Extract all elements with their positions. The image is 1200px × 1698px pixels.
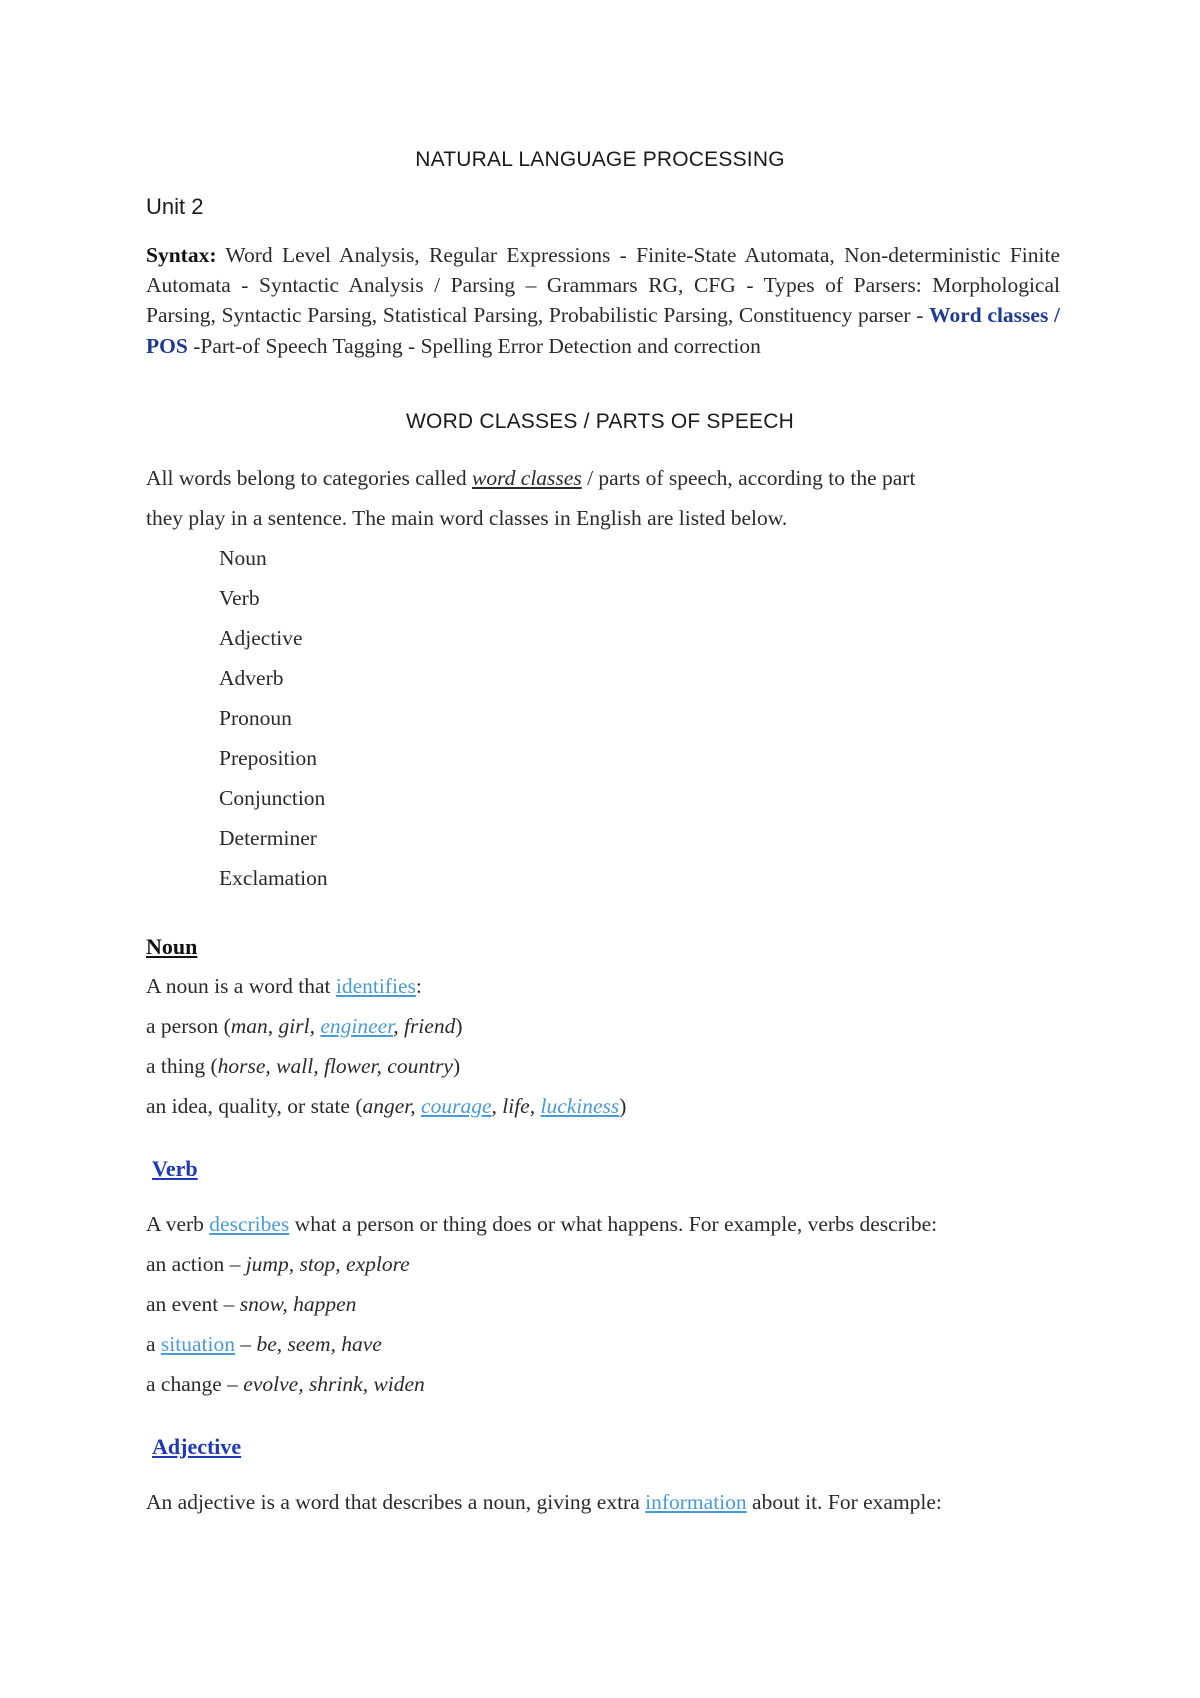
verb-action-examples: jump, stop, explore bbox=[245, 1252, 410, 1276]
noun-thing-examples: horse, wall, flower, country bbox=[217, 1054, 453, 1078]
verb-situation-examples: be, seem, have bbox=[256, 1332, 382, 1356]
intro-term: word classes bbox=[472, 466, 582, 490]
intro-text-2: / parts of speech, according to the part bbox=[581, 466, 916, 490]
adjective-intro bbox=[146, 1490, 942, 1515]
noun-person-examples-end: , friend bbox=[393, 1014, 456, 1038]
verb-intro-text: A verb bbox=[146, 1212, 210, 1236]
document-title: NATURAL LANGUAGE PROCESSING bbox=[415, 148, 785, 171]
intro-text-1: All words belong to categories called bbox=[146, 466, 472, 490]
noun-idea-text: an idea, quality, or state ( bbox=[146, 1094, 363, 1118]
noun-heading: Noun bbox=[146, 934, 198, 959]
noun-intro bbox=[146, 974, 422, 999]
courage-link[interactable]: courage bbox=[421, 1094, 492, 1118]
syllabus-highlight: Word classes / POS bbox=[146, 303, 1060, 358]
noun-person-close: ) bbox=[455, 1014, 463, 1038]
noun-intro-text: A noun is a word that bbox=[146, 974, 336, 998]
verb-change-examples: evolve, shrink, widen bbox=[243, 1372, 425, 1396]
engineer-link[interactable]: engineer bbox=[320, 1014, 394, 1038]
word-class-item: Verb bbox=[219, 586, 260, 610]
verb-change-line bbox=[146, 1372, 425, 1397]
noun-idea-examples: anger, bbox=[362, 1094, 422, 1118]
identifies-link[interactable]: identifies bbox=[335, 974, 416, 998]
luckiness-link[interactable]: luckiness bbox=[540, 1094, 620, 1118]
noun-thing-line bbox=[146, 1054, 460, 1079]
verb-intro-text-end: what a person or thing does or what happens. For example, verbs describe: bbox=[289, 1212, 938, 1236]
word-class-item: Pronoun bbox=[219, 706, 292, 730]
verb-event-text: an event – bbox=[146, 1292, 240, 1316]
syllabus-label: Syntax: bbox=[146, 243, 217, 267]
noun-person-text: a person ( bbox=[146, 1014, 231, 1038]
word-class-item: Preposition bbox=[219, 746, 317, 770]
noun-idea-line bbox=[146, 1094, 626, 1119]
noun-idea-close: ) bbox=[619, 1094, 627, 1118]
noun-idea-examples-mid: , life, bbox=[491, 1094, 541, 1118]
word-class-item: Determiner bbox=[219, 826, 317, 850]
noun-thing-text: a thing ( bbox=[146, 1054, 218, 1078]
noun-person-line bbox=[146, 1014, 463, 1039]
word-class-item: Noun bbox=[219, 546, 267, 570]
syllabus-paragraph bbox=[146, 240, 1060, 361]
verb-event-line bbox=[146, 1292, 356, 1317]
verb-heading[interactable]: Verb bbox=[152, 1156, 198, 1181]
verb-situation-line bbox=[146, 1332, 382, 1357]
describes-link[interactable]: describes bbox=[209, 1212, 290, 1236]
verb-intro bbox=[146, 1212, 937, 1237]
adjective-heading[interactable]: Adjective bbox=[152, 1434, 242, 1459]
verb-event-examples: snow, happen bbox=[239, 1292, 357, 1316]
section-title: WORD CLASSES / PARTS OF SPEECH bbox=[406, 410, 794, 433]
verb-action-text: an action – bbox=[146, 1252, 246, 1276]
verb-change-text: a change – bbox=[146, 1372, 244, 1396]
situation-link[interactable]: situation bbox=[160, 1332, 235, 1356]
syllabus-text-after: -Part-of Speech Tagging - Spelling Error Detection and correction bbox=[187, 333, 761, 358]
word-class-item: Adverb bbox=[219, 666, 284, 690]
verb-situation-text: a bbox=[146, 1332, 161, 1356]
noun-thing-close: ) bbox=[452, 1054, 461, 1078]
noun-person-examples: man, girl, bbox=[230, 1014, 321, 1038]
section-intro-line1 bbox=[146, 466, 915, 491]
word-class-item: Adjective bbox=[219, 626, 303, 650]
adjective-intro-text-end: about it. For example: bbox=[746, 1490, 942, 1514]
section-intro-line2: they play in a sentence. The main word classes in English are listed below. bbox=[146, 506, 788, 530]
word-class-item: Conjunction bbox=[219, 786, 326, 810]
adjective-intro-text: An adjective is a word that describes a noun, giving extra bbox=[146, 1490, 646, 1514]
syllabus-text-before: Word Level Analysis, Regular Expressions - Finite-State Automata, Non-deterministic Finite Automata - Syntactic Analysis / Parsing – Grammars RG, CFG - Types of Parsers: Morphological Parsing, Syntactic Parsing, Statistical Parsing, Probabilistic Parsing, Constituency parser - bbox=[146, 243, 1060, 328]
unit-label: Unit 2 bbox=[146, 194, 204, 219]
noun-intro-colon: : bbox=[415, 974, 422, 998]
information-link[interactable]: information bbox=[645, 1490, 747, 1514]
verb-action-line bbox=[146, 1252, 410, 1277]
verb-situation-dash: – bbox=[234, 1332, 257, 1356]
word-class-item: Exclamation bbox=[219, 866, 328, 890]
